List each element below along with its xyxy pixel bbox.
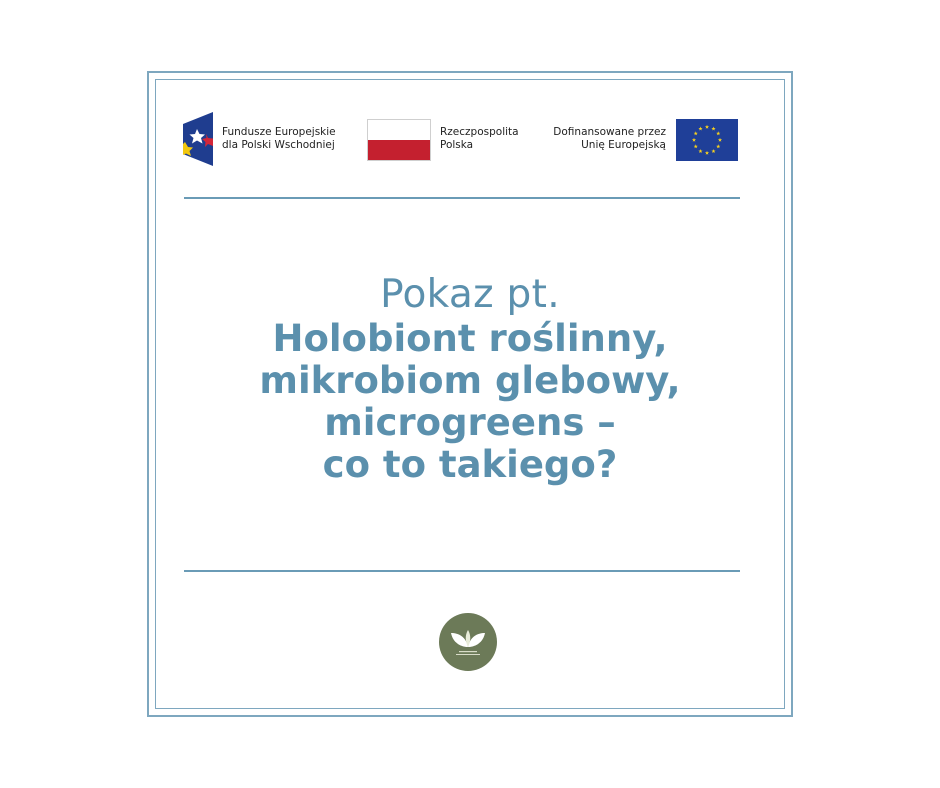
event-title: [160, 272, 780, 486]
polish-flag-icon: [367, 119, 431, 161]
rp-line-2: Polska: [440, 139, 474, 151]
rzeczpospolita-label: [440, 126, 519, 152]
flag-red-stripe: [368, 140, 430, 160]
leaf-logo-icon: [439, 613, 497, 671]
fe-line-2: dla Polski Wschodniej: [222, 139, 335, 151]
rp-line-1: Rzeczpospolita: [440, 126, 519, 138]
title-line-4: co to takiego?: [322, 443, 618, 486]
title-intro: Pokaz pt.: [380, 272, 560, 317]
title-line-2: mikrobiom glebowy,: [259, 359, 681, 402]
eu-line-1: Dofinansowane przez: [553, 126, 666, 138]
eu-funding-label: [540, 126, 666, 152]
eu-flag-icon: [676, 119, 738, 161]
fundusze-europejskie-icon: [183, 112, 213, 166]
title-line-3: microgreens –: [324, 401, 616, 444]
flag-white-stripe: [368, 120, 430, 140]
top-divider: [184, 197, 740, 199]
eu-line-2: Unię Europejską: [581, 139, 666, 151]
title-main: [160, 318, 780, 486]
fundusze-europejskie-label: [222, 126, 336, 152]
bottom-divider: [184, 570, 740, 572]
title-line-1: Holobiont roślinny,: [272, 317, 668, 360]
fe-line-1: Fundusze Europejskie: [222, 126, 336, 138]
